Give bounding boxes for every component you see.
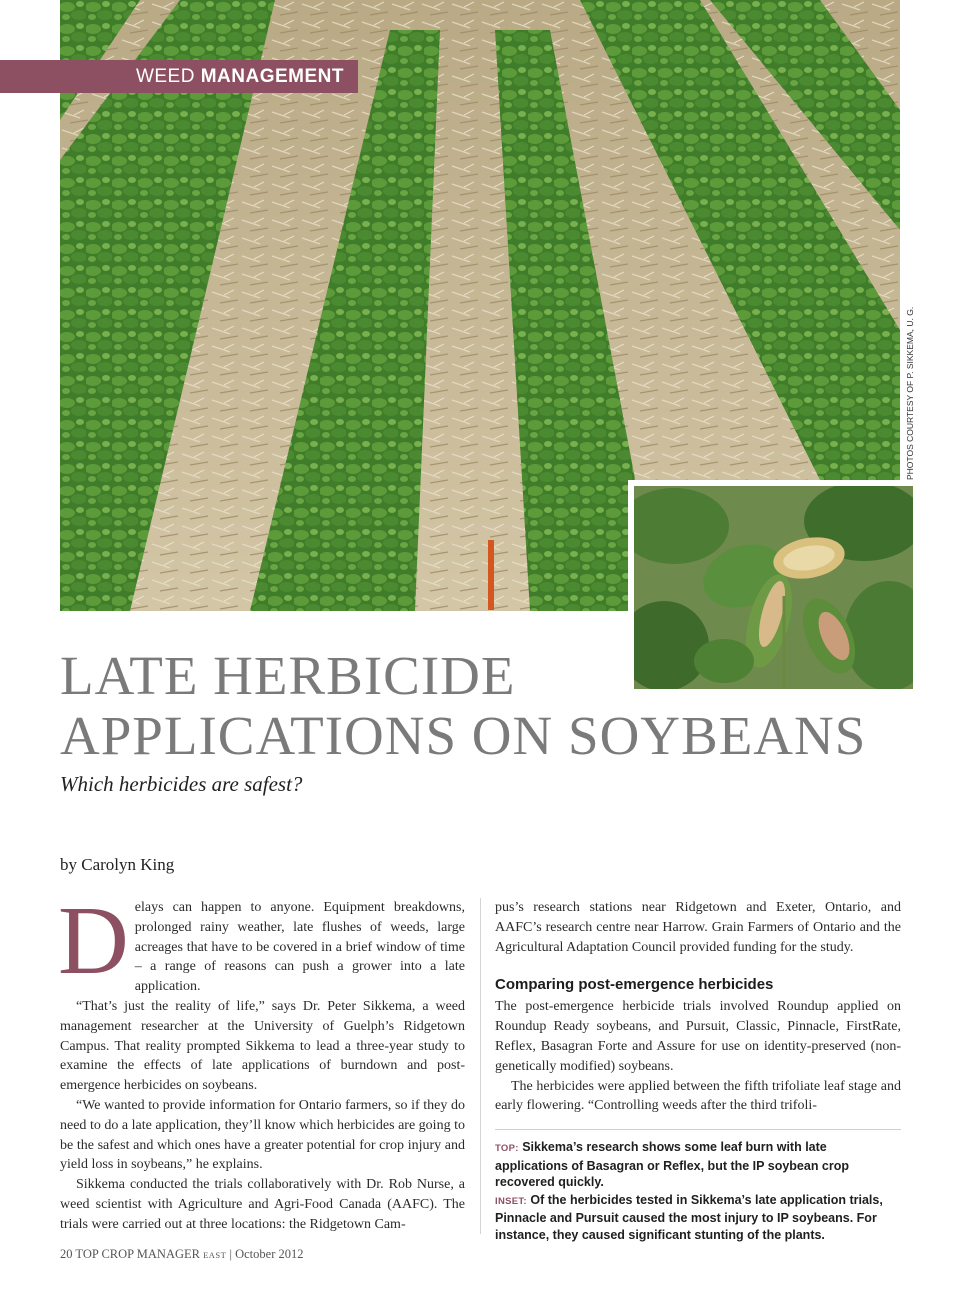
body-column-right — [495, 898, 901, 1116]
body-column-left — [58, 887, 465, 1235]
headline-line-1: LATE HERBICIDE — [60, 645, 516, 706]
subhead: Which herbicides are safest? — [60, 772, 303, 796]
captions-divider — [495, 1129, 901, 1130]
paragraph: “We wanted to provide information for Ontario farmers, so if they do need to do a late application, they’ll know which herbicides are going to be the safest and which ones have a greater potential for crop injury and yield loss in soybeans,” he explains. — [60, 1097, 465, 1173]
section-tag-light: WEED — [135, 66, 195, 87]
magazine-edition: EAST — [203, 1250, 227, 1260]
paragraph: The herbicides were applied between the fifth trifoliate leaf stage and early flowering. “Controlling weeds after the third trifoli- — [495, 1078, 901, 1114]
page-footer — [60, 1247, 304, 1262]
caption-top-label: TOP: — [495, 1143, 519, 1154]
caption-inset-label: INSET: — [495, 1195, 527, 1207]
section-tag — [0, 60, 358, 93]
magazine-name: TOP CROP MANAGER — [75, 1247, 200, 1261]
photo-credit: PHOTOS COURTESY OF P. SIKKEMA, U. G. — [905, 306, 915, 480]
paragraph: Sikkema conducted the trials collaboratively with Dr. Rob Nurse, a weed scientist with Agriculture and Agri-Food Canada (AAFC). The trials were carried out at three locations: the Ridgetown Cam- — [60, 1177, 465, 1232]
page-number: 20 — [60, 1247, 73, 1261]
paragraph: The post-emergence herbicide trials involved Roundup applied on Roundup Ready soybeans, and Pursuit, Classic, Pinnacle, FirstRate, Reflex, Basagran Forte and Assure for use on identity-preserved (non-genetically modified) soybeans. — [495, 999, 901, 1074]
byline: by Carolyn King — [60, 855, 175, 874]
paragraph: “That’s just the reality of life,” says Dr. Peter Sikkema, a weed management researcher at the University of Guelph’s Ridgetown Campus. That reality prompted Sikkema to lead a three-year study to examine the effects of late applications of burndown and post-emergence herbicides on soybeans. — [60, 998, 465, 1094]
footer-separator: | — [229, 1247, 232, 1261]
caption-top — [495, 1139, 901, 1191]
caption-top-text: Sikkema’s research shows some leaf burn with late applications of Basagran or Reflex, but the IP soybean crop recovered quickly. — [495, 1140, 850, 1189]
paragraph-text: elays can happen to anyone. Equipment breakdowns, prolonged rainy weather, late flushes of weeds, large acreages that have to be covered in a brief window of time – a range of reasons can push a grower into a late application. — [134, 900, 465, 995]
drop-cap: D — [58, 887, 129, 995]
headline — [60, 646, 940, 766]
section-tag-bold: MANAGEMENT — [200, 66, 344, 87]
section-subheading: Comparing post-emergence herbicides — [495, 976, 774, 994]
paragraph: pus’s research stations near Ridgetown and Exeter, Ontario, and AAFC’s research centre near Harrow. Grain Farmers of Ontario and the Agricultural Adaptation Council provided funding for the study. — [495, 900, 901, 955]
caption-inset — [495, 1192, 901, 1244]
column-divider — [480, 898, 481, 1234]
issue-date: October 2012 — [235, 1247, 304, 1261]
paragraph — [58, 887, 465, 997]
photo-captions — [495, 1139, 901, 1244]
headline-line-2: APPLICATIONS ON SOYBEANS — [60, 705, 867, 766]
caption-inset-text: Of the herbicides tested in Sikkema’s late application trials, Pinnacle and Pursuit caused the most injury to IP soybeans. For instance, they caused significant stunting of the plants. — [495, 1192, 883, 1242]
